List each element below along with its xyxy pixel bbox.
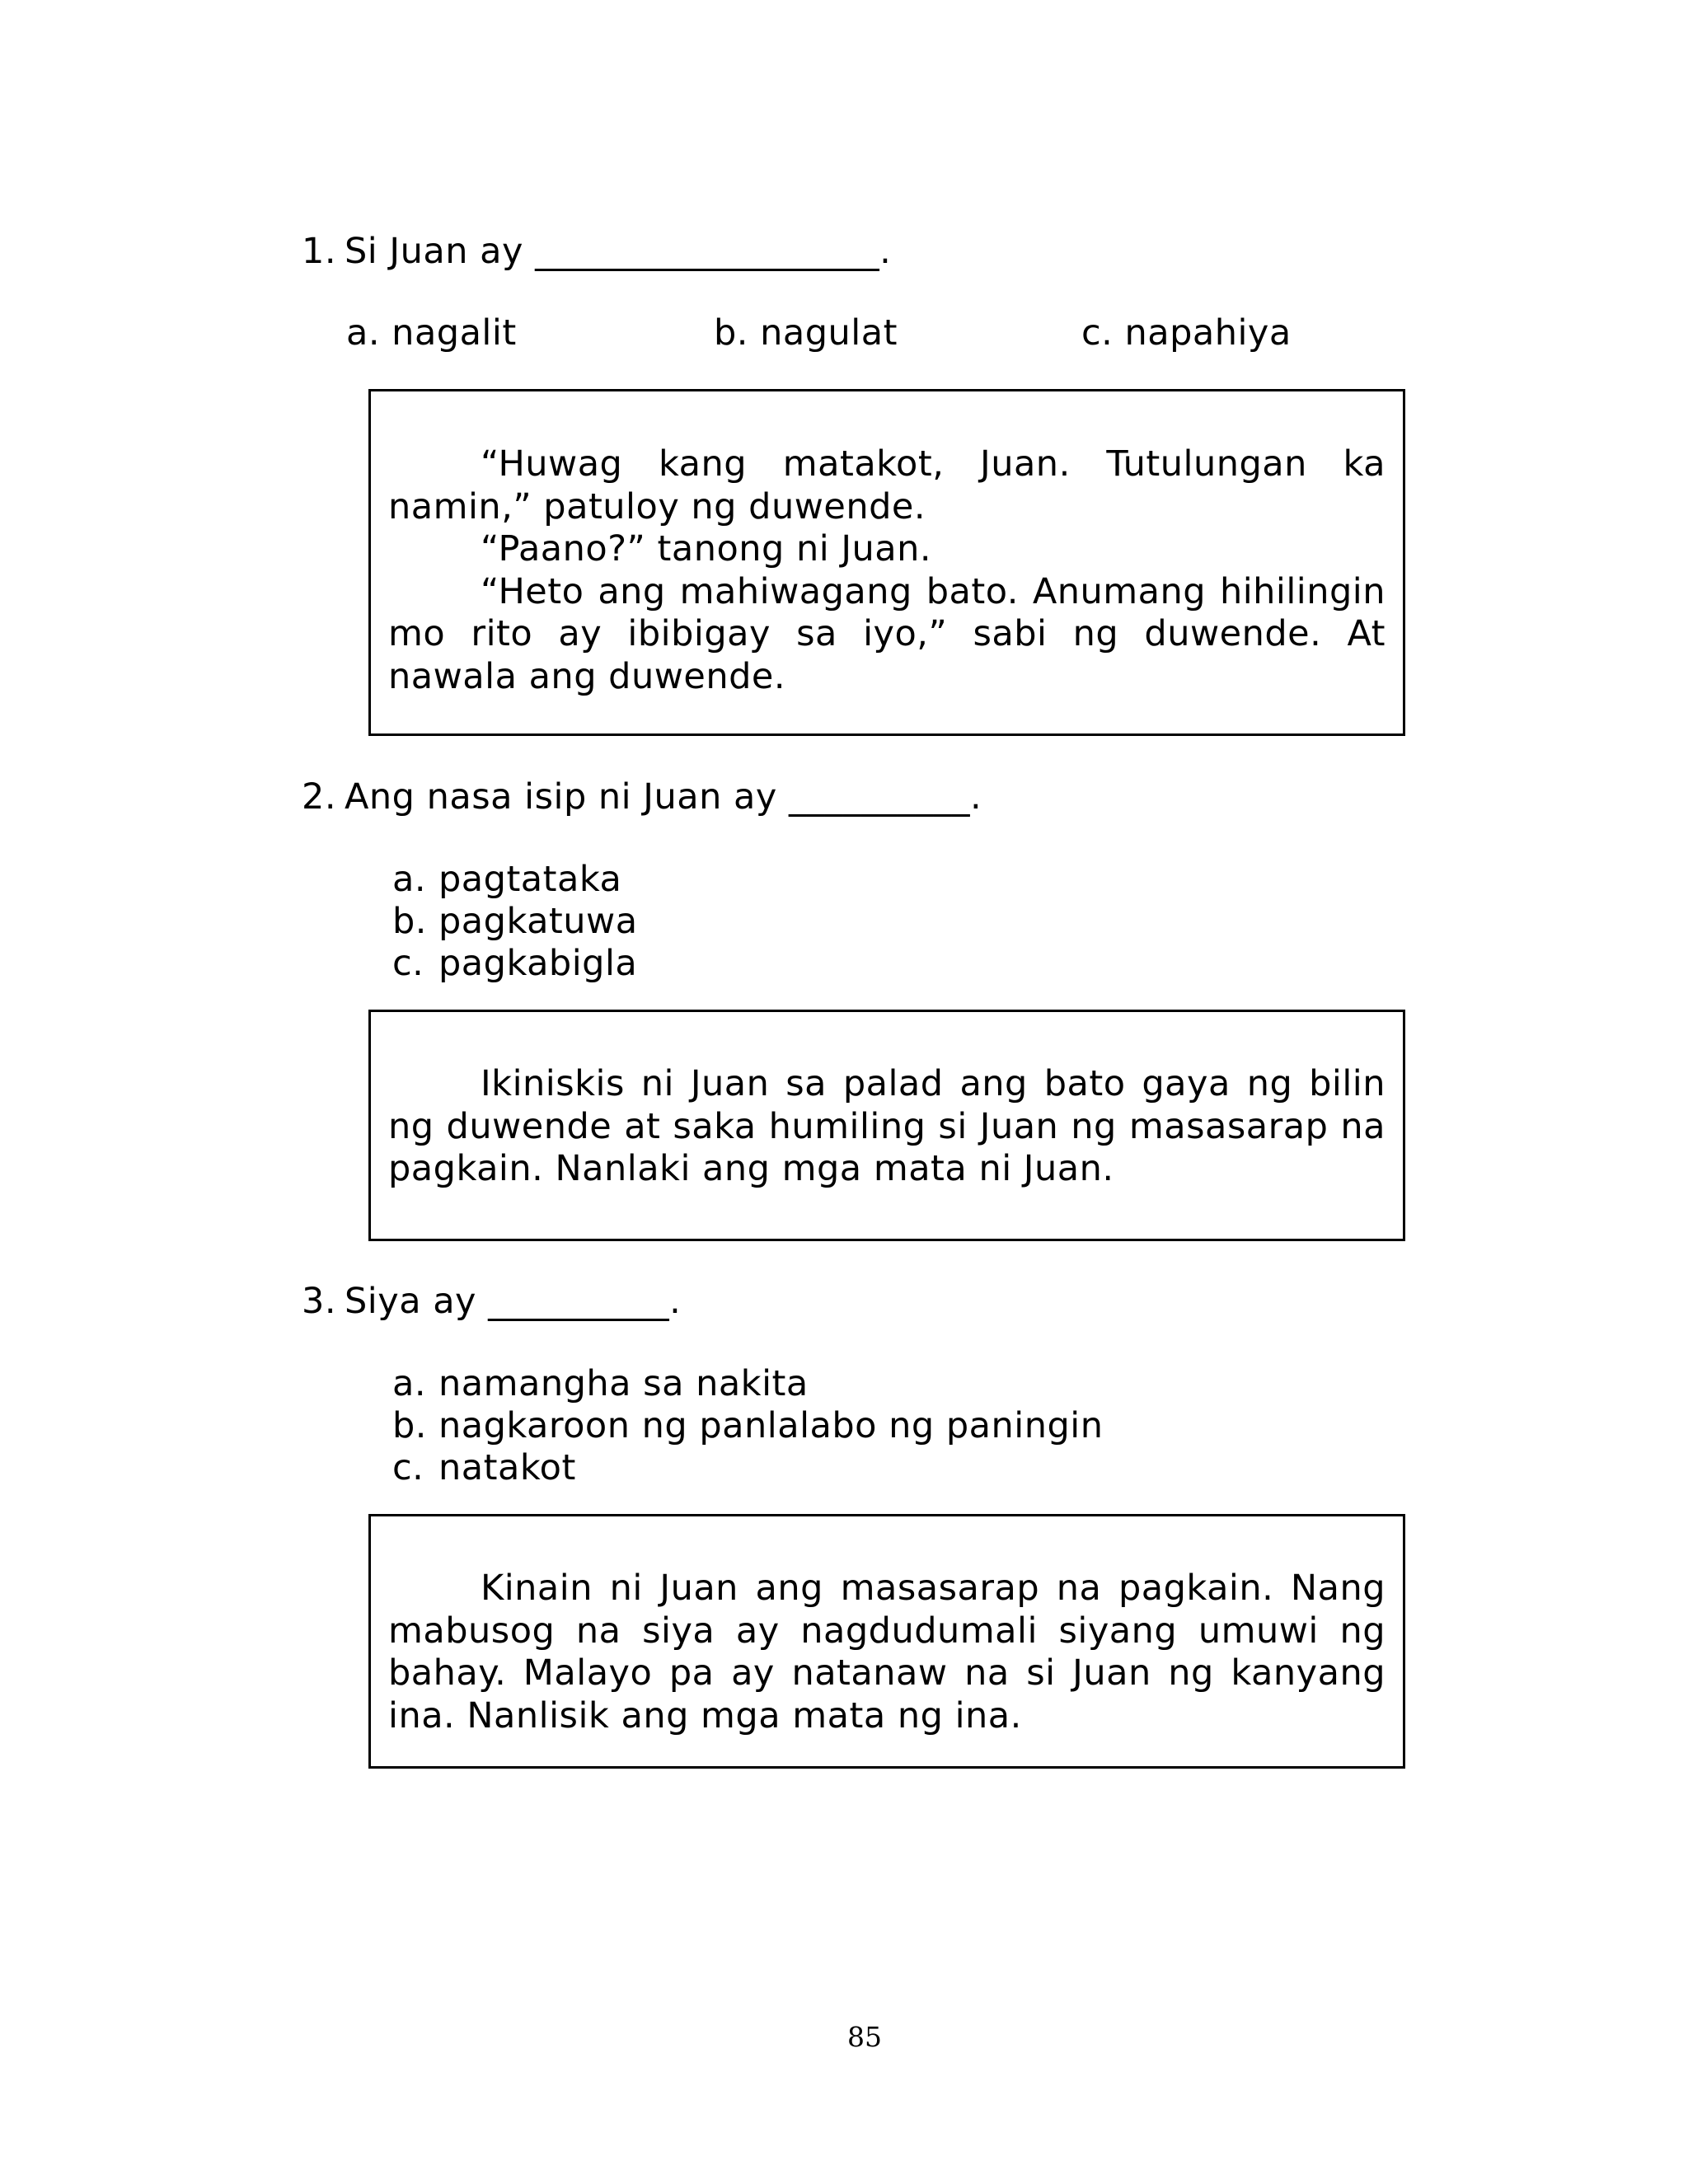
question-1-prompt: Si Juan ay ___________________.	[345, 231, 892, 272]
question-1-choice-b: b. nagulat	[714, 312, 898, 354]
question-2-number: 2.	[302, 776, 337, 818]
question-2-choice-b-letter: b.	[392, 901, 427, 942]
question-2-choice-a-text: pagtataka	[438, 859, 622, 900]
passage-2-paragraph-1: Ikiniskis ni Juan sa palad ang bato gaya ng bilin ng duwende at saka humiling si Juan ng masasarap na pagkain. Nanlaki ang mga mata ni Juan.	[388, 1063, 1386, 1189]
question-1-number: 1.	[302, 231, 337, 272]
passage-1-text	[388, 443, 1386, 698]
passage-3-paragraph-1: Kinain ni Juan ang masasarap na pagkain. Nang mabusog na siya ay nagdudumali siyang umuwi ng bahay. Malayo pa ay natanaw na si Juan ng kanyang ina. Nanlisik ang mga mata ng ina.	[388, 1568, 1386, 1736]
question-1-choice-a: a. nagalit	[346, 312, 517, 354]
passage-1-paragraph-2: “Paano?” tanong ni Juan.	[481, 528, 932, 569]
question-3-choice-c-letter: c.	[392, 1447, 424, 1488]
question-3-number: 3.	[302, 1281, 337, 1322]
question-2-choice-b-text: pagkatuwa	[438, 901, 638, 942]
passage-1-paragraph-1: “Huwag kang matakot, Juan. Tutulungan ka namin,” patuloy ng duwende.	[388, 443, 1386, 527]
question-3-choice-b-letter: b.	[392, 1405, 427, 1446]
passage-2-text	[388, 1063, 1386, 1191]
question-1-choice-c: c. napahiya	[1081, 312, 1292, 354]
page-number: 85	[847, 2021, 882, 2053]
passage-3-text	[388, 1568, 1386, 1737]
question-2-choice-c-text: pagkabigla	[438, 943, 638, 984]
question-3-choice-a-letter: a.	[392, 1363, 427, 1404]
question-3-prompt: Siya ay __________.	[345, 1281, 682, 1322]
passage-1-paragraph-3: “Heto ang mahiwagang bato. Anumang hihilingin mo rito ay ibibigay sa iyo,” sabi ng duwende. At nawala ang duwende.	[388, 570, 1386, 697]
question-3-choice-c-text: natakot	[438, 1447, 576, 1488]
question-2-prompt: Ang nasa isip ni Juan ay __________.	[345, 776, 982, 818]
question-2-choice-c-letter: c.	[392, 943, 424, 984]
question-3-choice-b-text: nagkaroon ng panlalabo ng paningin	[438, 1405, 1104, 1446]
question-2-choice-a-letter: a.	[392, 859, 427, 900]
question-3-choice-a-text: namangha sa nakita	[438, 1363, 809, 1404]
